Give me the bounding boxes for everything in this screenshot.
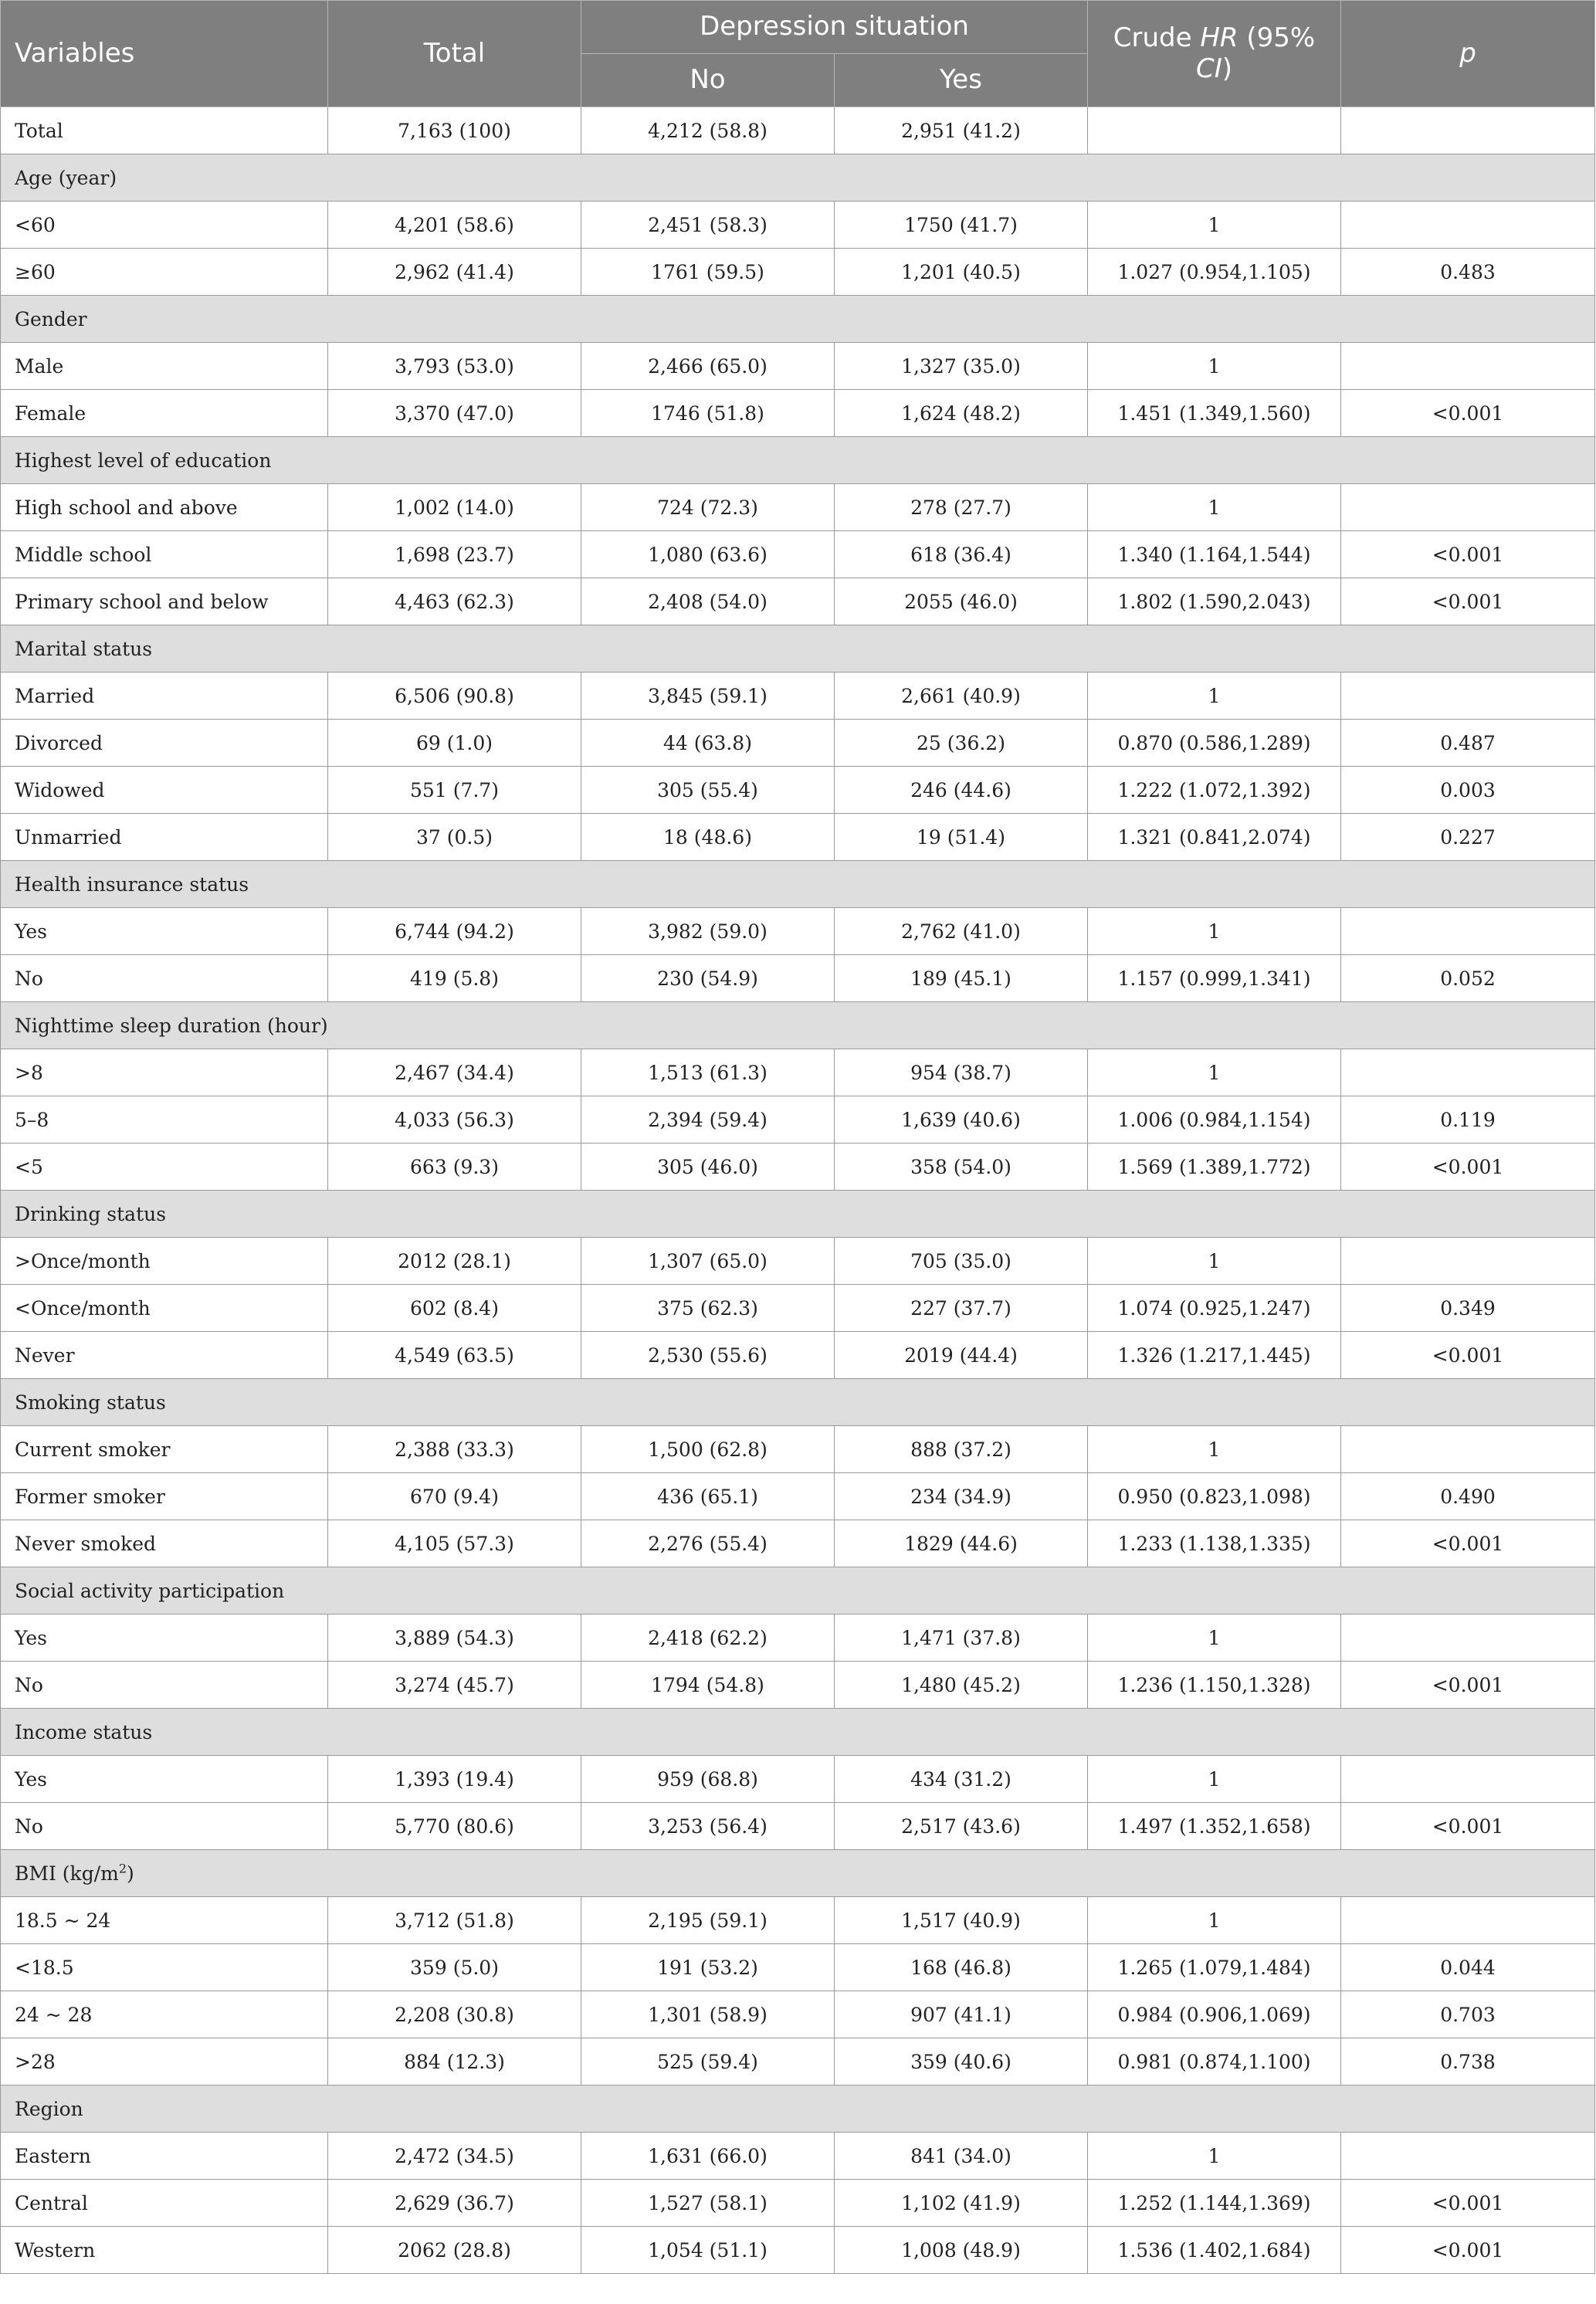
p-value-cell: 0.738: [1341, 2038, 1595, 2085]
no-cell: 4,212 (58.8): [581, 107, 835, 154]
no-cell: 2,195 (59.1): [581, 1897, 835, 1944]
section-title: Smoking status: [1, 1379, 1595, 1426]
crude-hr-cell: 1.265 (1.079,1.484): [1088, 1944, 1341, 1991]
yes-cell: 25 (36.2): [835, 720, 1088, 767]
yes-cell: 2,661 (40.9): [835, 673, 1088, 720]
p-value-cell: 0.003: [1341, 767, 1595, 814]
crude-hr-cell: 1: [1088, 1049, 1341, 1096]
section-row: [1, 625, 1595, 673]
row-label-cell: Total: [1, 107, 328, 154]
no-cell: 3,845 (59.1): [581, 673, 835, 720]
p-value-cell: <0.001: [1341, 531, 1595, 578]
crude-hr-cell: 1.252 (1.144,1.369): [1088, 2180, 1341, 2227]
yes-cell: 2055 (46.0): [835, 578, 1088, 625]
p-value-cell: [1341, 107, 1595, 154]
row-label-cell: Yes: [1, 1756, 328, 1803]
no-cell: 1,500 (62.8): [581, 1426, 835, 1473]
row-label-cell: Female: [1, 390, 328, 437]
yes-cell: 19 (51.4): [835, 814, 1088, 861]
row-label-cell: Never smoked: [1, 1520, 328, 1567]
yes-cell: 246 (44.6): [835, 767, 1088, 814]
yes-cell: 1,480 (45.2): [835, 1662, 1088, 1709]
no-cell: 1,307 (65.0): [581, 1238, 835, 1285]
crude-hr-cell: 1.321 (0.841,2.074): [1088, 814, 1341, 861]
crude-hr-cell: 1.233 (1.138,1.335): [1088, 1520, 1341, 1567]
crude-hr-cell: 1.497 (1.352,1.658): [1088, 1803, 1341, 1850]
section-title: Social activity participation: [1, 1567, 1595, 1614]
row-label-cell: Yes: [1, 1614, 328, 1662]
crude-hr-cell: 0.950 (0.823,1.098): [1088, 1473, 1341, 1520]
crude-hr-cell: 1.802 (1.590,2.043): [1088, 578, 1341, 625]
yes-cell: 1,327 (35.0): [835, 343, 1088, 390]
yes-cell: 1829 (44.6): [835, 1520, 1088, 1567]
yes-cell: 1,102 (41.9): [835, 2180, 1088, 2227]
no-cell: 1761 (59.5): [581, 249, 835, 296]
yes-cell: 1,201 (40.5): [835, 249, 1088, 296]
yes-cell: 1,471 (37.8): [835, 1614, 1088, 1662]
row-label-cell: Never: [1, 1332, 328, 1379]
crude-hr-cell: 1.157 (0.999,1.341): [1088, 955, 1341, 1002]
yes-cell: 2019 (44.4): [835, 1332, 1088, 1379]
table-row: [1, 107, 1595, 154]
crude-hr-cell: 1: [1088, 343, 1341, 390]
total-cell: 2,208 (30.8): [328, 1991, 581, 2038]
section-title: Gender: [1, 296, 1595, 343]
yes-cell: 705 (35.0): [835, 1238, 1088, 1285]
table-row: [1, 1049, 1595, 1096]
no-cell: 375 (62.3): [581, 1285, 835, 1332]
section-row: [1, 1002, 1595, 1049]
crude-hr-cell: 1: [1088, 1897, 1341, 1944]
total-cell: 3,889 (54.3): [328, 1614, 581, 1662]
table-row: [1, 1803, 1595, 1850]
table-row: [1, 1332, 1595, 1379]
section-row: [1, 1850, 1595, 1897]
table-row: [1, 1944, 1595, 1991]
row-label-cell: Male: [1, 343, 328, 390]
crude-hr-cell: 1: [1088, 1426, 1341, 1473]
section-title: Income status: [1, 1709, 1595, 1756]
crude-hr-cell: 1: [1088, 484, 1341, 531]
crude-hr-cell: 1: [1088, 1238, 1341, 1285]
no-cell: 305 (55.4): [581, 767, 835, 814]
total-cell: 3,712 (51.8): [328, 1897, 581, 1944]
p-value-cell: 0.483: [1341, 249, 1595, 296]
yes-cell: 168 (46.8): [835, 1944, 1088, 1991]
row-label-cell: >28: [1, 2038, 328, 2085]
table-row: [1, 1426, 1595, 1473]
table-row: [1, 202, 1595, 249]
yes-cell: 234 (34.9): [835, 1473, 1088, 1520]
section-title: Drinking status: [1, 1191, 1595, 1238]
total-cell: 1,698 (23.7): [328, 531, 581, 578]
table-row: [1, 673, 1595, 720]
p-value-cell: 0.349: [1341, 1285, 1595, 1332]
section-title: Marital status: [1, 625, 1595, 673]
total-cell: 602 (8.4): [328, 1285, 581, 1332]
no-cell: 1,631 (66.0): [581, 2133, 835, 2180]
section-row: [1, 296, 1595, 343]
header-variables: Variables: [1, 1, 328, 107]
section-title: Nighttime sleep duration (hour): [1, 1002, 1595, 1049]
section-row: [1, 861, 1595, 908]
table-row: [1, 767, 1595, 814]
p-value-cell: 0.703: [1341, 1991, 1595, 2038]
no-cell: 2,451 (58.3): [581, 202, 835, 249]
table-body: [1, 107, 1595, 2274]
total-cell: 6,744 (94.2): [328, 908, 581, 955]
no-cell: 525 (59.4): [581, 2038, 835, 2085]
total-cell: 69 (1.0): [328, 720, 581, 767]
p-value-cell: <0.001: [1341, 1332, 1595, 1379]
row-label-cell: No: [1, 1803, 328, 1850]
p-value-cell: <0.001: [1341, 2227, 1595, 2274]
no-cell: 1,527 (58.1): [581, 2180, 835, 2227]
total-cell: 2062 (28.8): [328, 2227, 581, 2274]
no-cell: 2,418 (62.2): [581, 1614, 835, 1662]
p-value-cell: [1341, 202, 1595, 249]
yes-cell: 359 (40.6): [835, 2038, 1088, 2085]
no-cell: 191 (53.2): [581, 1944, 835, 1991]
no-cell: 1794 (54.8): [581, 1662, 835, 1709]
crude-hr-cell: 1.006 (0.984,1.154): [1088, 1096, 1341, 1144]
yes-cell: 2,517 (43.6): [835, 1803, 1088, 1850]
total-cell: 37 (0.5): [328, 814, 581, 861]
yes-cell: 1,008 (48.9): [835, 2227, 1088, 2274]
row-label-cell: Married: [1, 673, 328, 720]
section-title: Highest level of education: [1, 437, 1595, 484]
crude-hr-cell: 1.569 (1.389,1.772): [1088, 1144, 1341, 1191]
crude-hr-cell: 0.981 (0.874,1.100): [1088, 2038, 1341, 2085]
row-label-cell: <Once/month: [1, 1285, 328, 1332]
p-value-cell: <0.001: [1341, 1662, 1595, 1709]
total-cell: 2,467 (34.4): [328, 1049, 581, 1096]
row-label-cell: 5–8: [1, 1096, 328, 1144]
table-row: [1, 1144, 1595, 1191]
table-row: [1, 531, 1595, 578]
no-cell: 2,408 (54.0): [581, 578, 835, 625]
row-label-cell: Primary school and below: [1, 578, 328, 625]
p-value-cell: 0.227: [1341, 814, 1595, 861]
no-cell: 436 (65.1): [581, 1473, 835, 1520]
table-row: [1, 720, 1595, 767]
crude-hr-cell: 1: [1088, 908, 1341, 955]
no-cell: 1,054 (51.1): [581, 2227, 835, 2274]
table-header: [1, 1, 1595, 107]
row-label-cell: <60: [1, 202, 328, 249]
total-cell: 359 (5.0): [328, 1944, 581, 1991]
total-cell: 4,033 (56.3): [328, 1096, 581, 1144]
total-cell: 419 (5.8): [328, 955, 581, 1002]
header-crude-hr: [1088, 1, 1341, 107]
section-row: [1, 154, 1595, 202]
p-value-cell: 0.052: [1341, 955, 1595, 1002]
header-total: Total: [328, 1, 581, 107]
total-cell: 1,002 (14.0): [328, 484, 581, 531]
p-value-cell: [1341, 673, 1595, 720]
table-row: [1, 1662, 1595, 1709]
table-row: [1, 1756, 1595, 1803]
total-cell: 5,770 (80.6): [328, 1803, 581, 1850]
p-value-cell: [1341, 1238, 1595, 1285]
crude-hr-cell: 1.340 (1.164,1.544): [1088, 531, 1341, 578]
no-cell: 1,080 (63.6): [581, 531, 835, 578]
p-value-cell: <0.001: [1341, 390, 1595, 437]
no-cell: 724 (72.3): [581, 484, 835, 531]
row-label-cell: Unmarried: [1, 814, 328, 861]
no-cell: 2,466 (65.0): [581, 343, 835, 390]
total-cell: 3,793 (53.0): [328, 343, 581, 390]
header-no: No: [581, 54, 835, 107]
no-cell: 1746 (51.8): [581, 390, 835, 437]
section-row: [1, 1709, 1595, 1756]
total-cell: 2,472 (34.5): [328, 2133, 581, 2180]
crude-hr-cell: 1.326 (1.217,1.445): [1088, 1332, 1341, 1379]
crude-hr-cell: 1: [1088, 1614, 1341, 1662]
table-row: [1, 1614, 1595, 1662]
total-cell: 6,506 (90.8): [328, 673, 581, 720]
row-label-cell: High school and above: [1, 484, 328, 531]
no-cell: 2,394 (59.4): [581, 1096, 835, 1144]
table-row: [1, 2180, 1595, 2227]
total-cell: 2,962 (41.4): [328, 249, 581, 296]
total-cell: 884 (12.3): [328, 2038, 581, 2085]
section-title: Health insurance status: [1, 861, 1595, 908]
yes-cell: 434 (31.2): [835, 1756, 1088, 1803]
table-row: [1, 1991, 1595, 2038]
no-cell: 305 (46.0): [581, 1144, 835, 1191]
crude-hr-cell: [1088, 107, 1341, 154]
table-row: [1, 1897, 1595, 1944]
row-label-cell: No: [1, 955, 328, 1002]
p-value-cell: 0.490: [1341, 1473, 1595, 1520]
header-p: p: [1341, 1, 1595, 107]
crude-hr-cell: 1.536 (1.402,1.684): [1088, 2227, 1341, 2274]
p-value-cell: 0.119: [1341, 1096, 1595, 1144]
section-row: [1, 2085, 1595, 2133]
crude-hr-cell: 1.074 (0.925,1.247): [1088, 1285, 1341, 1332]
p-value-cell: <0.001: [1341, 1144, 1595, 1191]
hr-ci: CI: [1195, 53, 1222, 84]
row-label-cell: Western: [1, 2227, 328, 2274]
header-depression-situation: Depression situation: [581, 1, 1088, 54]
p-value-cell: [1341, 1049, 1595, 1096]
row-label-cell: Central: [1, 2180, 328, 2227]
total-cell: 4,105 (57.3): [328, 1520, 581, 1567]
p-value-cell: 0.487: [1341, 720, 1595, 767]
table-row: [1, 1473, 1595, 1520]
row-label-cell: 24 ~ 28: [1, 1991, 328, 2038]
total-cell: 2012 (28.1): [328, 1238, 581, 1285]
total-cell: 551 (7.7): [328, 767, 581, 814]
table-row: [1, 955, 1595, 1002]
p-value-cell: [1341, 343, 1595, 390]
row-label-cell: Eastern: [1, 2133, 328, 2180]
crude-hr-cell: 1: [1088, 2133, 1341, 2180]
total-cell: 3,274 (45.7): [328, 1662, 581, 1709]
total-cell: 7,163 (100): [328, 107, 581, 154]
total-cell: 1,393 (19.4): [328, 1756, 581, 1803]
p-value-cell: [1341, 2133, 1595, 2180]
bmi-title: [1, 1850, 1595, 1897]
no-cell: 1,513 (61.3): [581, 1049, 835, 1096]
yes-cell: 618 (36.4): [835, 531, 1088, 578]
yes-cell: 189 (45.1): [835, 955, 1088, 1002]
table-row: [1, 908, 1595, 955]
yes-cell: 1,517 (40.9): [835, 1897, 1088, 1944]
row-label-cell: Middle school: [1, 531, 328, 578]
crude-hr-cell: 1.027 (0.954,1.105): [1088, 249, 1341, 296]
row-label-cell: <18.5: [1, 1944, 328, 1991]
table-row: [1, 814, 1595, 861]
row-label-cell: No: [1, 1662, 328, 1709]
p-value-cell: [1341, 908, 1595, 955]
no-cell: 2,276 (55.4): [581, 1520, 835, 1567]
no-cell: 3,253 (56.4): [581, 1803, 835, 1850]
no-cell: 230 (54.9): [581, 955, 835, 1002]
total-cell: 2,629 (36.7): [328, 2180, 581, 2227]
yes-cell: 2,951 (41.2): [835, 107, 1088, 154]
hr-prefix: Crude: [1113, 22, 1201, 54]
section-row: [1, 1567, 1595, 1614]
yes-cell: 1,639 (40.6): [835, 1096, 1088, 1144]
table-row: [1, 390, 1595, 437]
row-label-cell: Divorced: [1, 720, 328, 767]
yes-cell: 1,624 (48.2): [835, 390, 1088, 437]
p-value-cell: 0.044: [1341, 1944, 1595, 1991]
row-label-cell: ≥60: [1, 249, 328, 296]
section-title-part: 2: [118, 1861, 127, 1876]
section-row: [1, 1379, 1595, 1426]
total-cell: 3,370 (47.0): [328, 390, 581, 437]
row-label-cell: Widowed: [1, 767, 328, 814]
total-cell: 4,201 (58.6): [328, 202, 581, 249]
yes-cell: 278 (27.7): [835, 484, 1088, 531]
yes-cell: 2,762 (41.0): [835, 908, 1088, 955]
row-label-cell: <5: [1, 1144, 328, 1191]
crude-hr-cell: 1: [1088, 202, 1341, 249]
table-row: [1, 249, 1595, 296]
p-value-cell: [1341, 484, 1595, 531]
row-label-cell: Current smoker: [1, 1426, 328, 1473]
section-title: Age (year): [1, 154, 1595, 202]
table-row: [1, 1096, 1595, 1144]
p-value-cell: <0.001: [1341, 1520, 1595, 1567]
table-row: [1, 484, 1595, 531]
no-cell: 2,530 (55.6): [581, 1332, 835, 1379]
total-cell: 4,549 (63.5): [328, 1332, 581, 1379]
section-title-part: BMI (kg/m: [15, 1862, 119, 1885]
total-cell: 2,388 (33.3): [328, 1426, 581, 1473]
hr-suffix: ): [1222, 53, 1233, 84]
crude-hr-cell: 1: [1088, 1756, 1341, 1803]
p-value-cell: [1341, 1614, 1595, 1662]
section-row: [1, 1191, 1595, 1238]
row-label-cell: >8: [1, 1049, 328, 1096]
total-cell: 663 (9.3): [328, 1144, 581, 1191]
crude-hr-cell: 1: [1088, 673, 1341, 720]
no-cell: 1,301 (58.9): [581, 1991, 835, 2038]
yes-cell: 358 (54.0): [835, 1144, 1088, 1191]
p-value-cell: <0.001: [1341, 2180, 1595, 2227]
yes-cell: 888 (37.2): [835, 1426, 1088, 1473]
yes-cell: 841 (34.0): [835, 2133, 1088, 2180]
total-cell: 670 (9.4): [328, 1473, 581, 1520]
p-value-cell: <0.001: [1341, 578, 1595, 625]
section-title-part: ): [127, 1862, 134, 1885]
table-row: [1, 2133, 1595, 2180]
no-cell: 18 (48.6): [581, 814, 835, 861]
p-value-cell: <0.001: [1341, 1803, 1595, 1850]
hr-italic: HR: [1200, 22, 1239, 54]
crude-hr-cell: 1.222 (1.072,1.392): [1088, 767, 1341, 814]
p-value-cell: [1341, 1756, 1595, 1803]
table-row: [1, 1238, 1595, 1285]
row-label-cell: Yes: [1, 908, 328, 955]
crude-hr-cell: 0.870 (0.586,1.289): [1088, 720, 1341, 767]
p-value-cell: [1341, 1897, 1595, 1944]
yes-cell: 227 (37.7): [835, 1285, 1088, 1332]
section-row: [1, 437, 1595, 484]
yes-cell: 1750 (41.7): [835, 202, 1088, 249]
crude-hr-cell: 1.451 (1.349,1.560): [1088, 390, 1341, 437]
crude-hr-cell: 0.984 (0.906,1.069): [1088, 1991, 1341, 2038]
crude-hr-cell: 1.236 (1.150,1.328): [1088, 1662, 1341, 1709]
table-row: [1, 578, 1595, 625]
total-cell: 4,463 (62.3): [328, 578, 581, 625]
no-cell: 3,982 (59.0): [581, 908, 835, 955]
yes-cell: 954 (38.7): [835, 1049, 1088, 1096]
table-row: [1, 1520, 1595, 1567]
section-title: Region: [1, 2085, 1595, 2133]
p-value-cell: [1341, 1426, 1595, 1473]
no-cell: 959 (68.8): [581, 1756, 835, 1803]
table-row: [1, 2227, 1595, 2274]
table-row: [1, 343, 1595, 390]
yes-cell: 907 (41.1): [835, 1991, 1088, 2038]
row-label-cell: Former smoker: [1, 1473, 328, 1520]
table-row: [1, 1285, 1595, 1332]
header-yes: Yes: [835, 54, 1088, 107]
row-label-cell: >Once/month: [1, 1238, 328, 1285]
no-cell: 44 (63.8): [581, 720, 835, 767]
table-row: [1, 2038, 1595, 2085]
hr-mid: (95%: [1238, 22, 1316, 54]
row-label-cell: 18.5 ~ 24: [1, 1897, 328, 1944]
